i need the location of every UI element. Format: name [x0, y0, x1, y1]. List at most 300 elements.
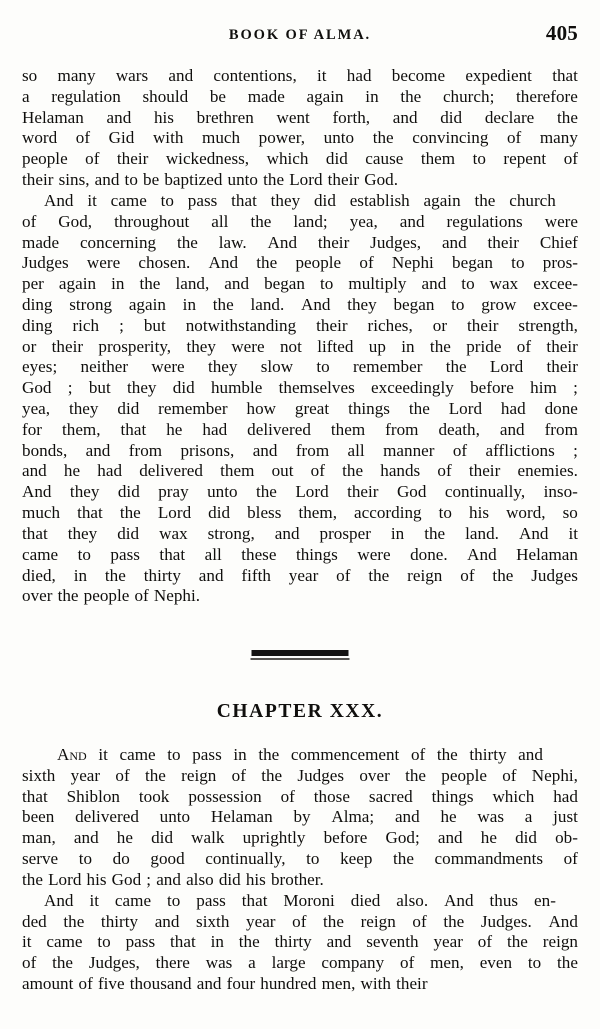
text-line [22, 953, 578, 974]
word: year [246, 911, 276, 931]
word: pride [466, 336, 502, 356]
word: made [247, 86, 285, 106]
word: and [518, 745, 543, 764]
word: that [77, 503, 103, 523]
text-line [22, 586, 578, 607]
word: become [391, 66, 446, 85]
word: it [568, 523, 578, 543]
word: thus [489, 890, 519, 910]
word: of [516, 336, 532, 356]
word: cause [365, 149, 404, 169]
word: thousand [129, 973, 192, 993]
word: a [22, 86, 30, 106]
word: commencement [290, 745, 400, 764]
word: of [452, 440, 468, 460]
word: much [202, 128, 241, 148]
word: he [63, 461, 81, 481]
word: fifth [241, 565, 271, 585]
word: had [97, 461, 123, 481]
word: and [154, 911, 180, 931]
text-line [22, 807, 578, 828]
word: unto [323, 128, 355, 148]
word: pass [187, 190, 218, 210]
word: year [288, 565, 319, 585]
word: be [143, 170, 160, 190]
word: amount [22, 973, 74, 993]
word: continually, [205, 849, 286, 869]
word: they [126, 378, 157, 398]
word: went [276, 107, 310, 127]
word: did [515, 828, 537, 848]
word: people [441, 765, 487, 785]
word: many [57, 66, 96, 85]
word: God [111, 869, 142, 889]
word: the [119, 503, 141, 523]
text-line [22, 745, 578, 766]
word: of [437, 461, 452, 481]
text-line [22, 170, 578, 191]
word: thirty [100, 911, 139, 931]
word: the [506, 932, 528, 952]
word: of [310, 461, 325, 481]
word: them [330, 419, 366, 439]
word: or [22, 336, 37, 356]
body-text-upper [22, 66, 578, 607]
word: to [316, 357, 330, 377]
word: should [142, 86, 189, 106]
word: to [527, 953, 542, 973]
word: over [359, 765, 390, 785]
word: church [509, 190, 556, 210]
word: their [51, 336, 84, 356]
word: ; [573, 440, 578, 460]
word: did [313, 190, 336, 210]
word: man, [22, 828, 56, 848]
word: their [116, 149, 149, 169]
word: came [114, 890, 152, 910]
word: and [399, 211, 425, 231]
word: of [410, 745, 426, 764]
word: in [365, 86, 379, 106]
word: also [186, 869, 214, 889]
word: he [440, 807, 457, 827]
text-line [22, 828, 578, 849]
word: took [138, 786, 170, 806]
word: sixth [22, 765, 56, 785]
word: to [167, 745, 181, 764]
text-line [22, 253, 578, 274]
word: to [306, 849, 320, 869]
word: wars [115, 66, 149, 85]
word: continually, [444, 482, 526, 502]
text-line [22, 87, 578, 108]
word: the [57, 586, 79, 606]
word: and [274, 523, 300, 543]
word: excee- [533, 294, 578, 314]
word: sixth [196, 911, 230, 931]
word: these [241, 544, 277, 564]
word: contentions, [213, 66, 297, 85]
word: his [86, 869, 107, 889]
word: the [238, 932, 260, 952]
word: manner [383, 440, 435, 460]
word: were [544, 211, 578, 231]
word: law. [218, 232, 247, 252]
word: of [78, 973, 93, 993]
word: but [143, 315, 166, 335]
word: ob- [555, 828, 578, 848]
word: of [400, 953, 415, 973]
word: church; [442, 86, 495, 106]
word: even [479, 953, 513, 973]
word: all [347, 440, 365, 460]
word: And [22, 482, 52, 502]
word: seventh [366, 932, 419, 952]
word: came [46, 932, 83, 952]
word: And [267, 232, 298, 252]
word: neither [80, 357, 129, 377]
word: ding [22, 315, 53, 335]
word: Judges [22, 253, 69, 273]
word: the [429, 336, 451, 356]
word: and [73, 828, 99, 848]
word: Lord [295, 482, 329, 502]
text-line [22, 191, 578, 212]
word: convincing [412, 128, 489, 148]
word: bless [247, 503, 282, 523]
text-line [22, 212, 578, 233]
word: Helaman [22, 107, 84, 127]
word: repent [503, 149, 547, 169]
word: things [295, 544, 338, 564]
word: by [293, 807, 311, 827]
word: which [492, 786, 535, 806]
word: riches, [367, 315, 413, 335]
word: them, [61, 419, 101, 439]
word: grow [481, 294, 517, 314]
word: they [186, 336, 216, 356]
word: to [160, 190, 174, 210]
word: do [112, 849, 130, 869]
word: unto [207, 482, 238, 502]
word: from [295, 440, 330, 460]
text-line [22, 787, 578, 808]
word: and [156, 869, 181, 889]
word: Lord [157, 503, 192, 523]
word: they [270, 190, 301, 210]
word: did [218, 869, 241, 889]
word: year [70, 765, 101, 785]
word: all [204, 544, 222, 564]
word: there [155, 953, 190, 973]
word: ding [22, 294, 53, 314]
text-line [22, 357, 578, 378]
text-line [22, 503, 578, 524]
word: large [271, 953, 306, 973]
word: declare [484, 107, 535, 127]
word: brother. [270, 869, 324, 889]
word: reign [181, 765, 217, 785]
word: in [233, 745, 247, 764]
word: yea, [22, 399, 51, 418]
word: he [166, 419, 183, 439]
word: and [421, 274, 447, 294]
word: possession [188, 786, 262, 806]
word: the [212, 294, 234, 314]
word: yea, [349, 211, 378, 231]
word: of [22, 211, 37, 231]
word: of [359, 253, 374, 273]
word: remember [352, 357, 423, 377]
word: rich [72, 315, 100, 335]
word: he [480, 828, 497, 848]
word: thirty [143, 565, 181, 585]
word: Nephi, [531, 765, 578, 785]
word: pray [158, 482, 189, 502]
word: their [487, 232, 519, 252]
word: again [58, 274, 97, 294]
word: exceedingly [371, 378, 454, 398]
word: the [393, 849, 414, 869]
word: four [226, 973, 256, 993]
word: reign [360, 911, 396, 931]
word: Lord [489, 357, 524, 377]
word: Moroni [283, 890, 335, 910]
word: the [342, 461, 364, 481]
word: they [68, 399, 99, 418]
word: so [562, 503, 578, 523]
word: strong, [207, 523, 255, 543]
text-line [22, 524, 578, 545]
word: land. [250, 294, 285, 314]
word: ; [119, 315, 124, 335]
word: year [433, 932, 463, 952]
word: that [170, 932, 196, 952]
word: ; [67, 378, 73, 398]
word: and [252, 440, 278, 460]
word: of [412, 911, 427, 931]
word: their [22, 170, 54, 190]
section-divider [22, 650, 578, 664]
text-line [22, 545, 578, 566]
word: men, [321, 973, 356, 993]
word: forth, [332, 107, 371, 127]
word: land; [293, 211, 328, 231]
word: sins, [58, 170, 90, 190]
word: multiply [348, 274, 407, 294]
word: their [347, 482, 379, 502]
word: sacred [368, 786, 413, 806]
word: were [151, 357, 185, 377]
word: did [117, 482, 140, 502]
text-line [22, 461, 578, 482]
word: in [210, 932, 224, 952]
word: their [396, 973, 428, 993]
word: they [69, 482, 100, 502]
word: pros- [542, 253, 578, 273]
word: according [354, 503, 422, 523]
word: chosen. [138, 253, 191, 273]
word: eyes; [22, 357, 58, 377]
word: excee- [533, 274, 578, 294]
word: the [556, 107, 578, 127]
word: And [548, 911, 578, 931]
word: wax [159, 523, 188, 543]
word: but [88, 378, 111, 398]
word: Helaman [516, 544, 578, 564]
word: prosperity, [98, 336, 172, 356]
word: good [150, 849, 185, 869]
word: and [437, 828, 463, 848]
word: the [22, 869, 43, 889]
text-line [22, 912, 578, 933]
word: their [468, 461, 501, 481]
word: that [120, 419, 147, 439]
word: Judges [531, 565, 578, 585]
word: had [553, 786, 578, 806]
word: their [316, 315, 348, 335]
word: the [139, 274, 161, 294]
word: Judges [297, 765, 345, 785]
word: they [207, 357, 238, 377]
word: en- [534, 890, 556, 910]
text-line [22, 378, 578, 399]
word: did [117, 523, 140, 543]
word: of [292, 911, 307, 931]
word: again [306, 86, 344, 106]
word: were [231, 336, 265, 356]
word: humble [210, 378, 263, 398]
text-line [22, 870, 578, 891]
divider-rule-icon [251, 658, 350, 660]
word: the [256, 253, 278, 273]
word: five [97, 973, 125, 993]
word: ; [146, 869, 152, 889]
word: company [321, 953, 385, 973]
word: And [208, 253, 239, 273]
word: throughout [114, 211, 190, 231]
word: the [400, 86, 422, 106]
word: And [44, 890, 74, 910]
word: did [208, 503, 231, 523]
word: died [350, 890, 381, 910]
word: to [320, 274, 334, 294]
word: their [546, 336, 578, 356]
word: God. [364, 170, 398, 190]
word: of [563, 149, 578, 169]
word: the [104, 565, 126, 585]
word: in [390, 523, 405, 543]
word: themselves [278, 378, 355, 398]
word: pass [125, 932, 156, 952]
word: strong [69, 294, 113, 314]
text-line [22, 441, 578, 462]
word: pass [110, 544, 140, 564]
word: been [22, 807, 55, 827]
word: the [405, 765, 427, 785]
word: that [552, 66, 578, 85]
word: had [202, 419, 228, 439]
word: And [467, 544, 497, 564]
word: did [172, 378, 195, 398]
word: also. [396, 890, 429, 910]
word: the [261, 765, 283, 785]
word: again [128, 294, 166, 314]
word: lifted [317, 336, 354, 356]
word: began [393, 294, 435, 314]
word: the [255, 482, 277, 502]
word: expedient [465, 66, 532, 85]
word: were [357, 544, 391, 564]
word: them [220, 461, 255, 481]
word: per [22, 274, 44, 294]
word: brethren [196, 107, 254, 127]
word: pass [192, 745, 222, 764]
word: them [420, 149, 456, 169]
word: strength, [518, 315, 578, 335]
word: him [530, 378, 557, 398]
paragraph [22, 191, 578, 607]
word: did [325, 149, 348, 169]
word: and [196, 973, 222, 993]
word: or [432, 315, 448, 335]
word: the [250, 211, 272, 231]
word: land, [175, 274, 210, 294]
word: their [546, 357, 578, 377]
word: God [22, 378, 52, 398]
word: the [445, 357, 467, 377]
text-line [22, 766, 578, 787]
word: it [98, 745, 108, 764]
word: made [22, 232, 60, 252]
word: and [85, 440, 111, 460]
word: to [97, 932, 111, 952]
word: the [368, 565, 390, 585]
word: Judges. [480, 911, 532, 931]
word: men, [430, 953, 464, 973]
word: hands [380, 461, 421, 481]
word: from [128, 440, 163, 460]
word: a [248, 953, 256, 973]
word: in [73, 565, 88, 585]
word: before [323, 828, 368, 848]
word: from [544, 419, 578, 439]
word: to [438, 503, 452, 523]
word: word [22, 128, 58, 148]
text-line [22, 932, 578, 953]
word: the [258, 745, 280, 764]
text-line [22, 128, 578, 149]
word: delivered [247, 419, 311, 439]
word: remember [158, 399, 228, 418]
word: their [317, 232, 350, 252]
word: therefore [516, 86, 578, 106]
paragraph [22, 745, 578, 891]
word: died, [22, 565, 56, 585]
word: hundred [260, 973, 317, 993]
word: slow [260, 357, 294, 377]
word: Judges, [88, 953, 140, 973]
word: wax [489, 274, 519, 294]
word: people [295, 253, 342, 273]
text-line [22, 482, 578, 503]
word: of [22, 953, 37, 973]
text-line [22, 849, 578, 870]
word: done. [410, 544, 448, 564]
word: And [57, 745, 87, 764]
word: the [424, 523, 446, 543]
word: concerning [79, 232, 157, 252]
